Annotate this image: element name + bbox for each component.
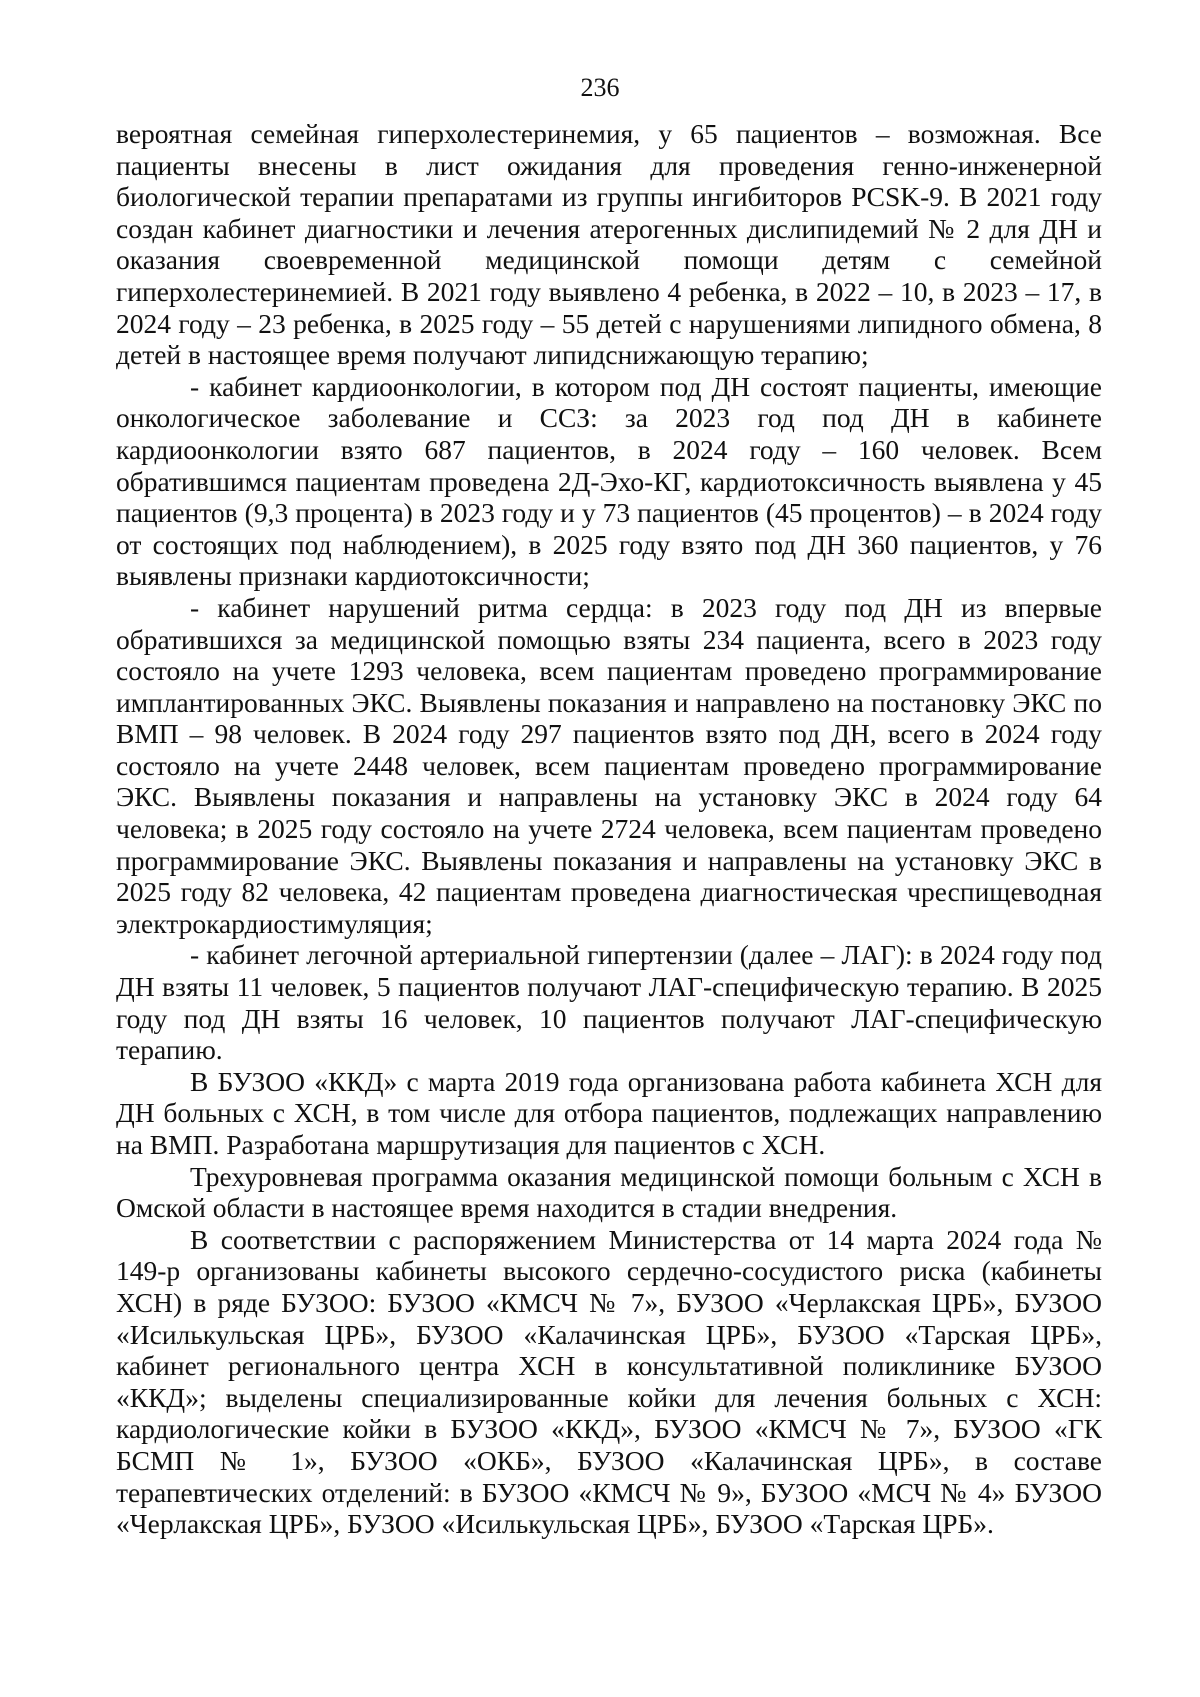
paragraph-heart-rhythm: - кабинет нарушений ритма сердца: в 2023 году под ДН из впервые обратившихся за медицинской помощью взяты 234 пациента, всего в 2023 году состояло на учете 1293 человека, всем пациентам проведено программирование имплантированных ЭКС. Выявлены показания и направлено на постановку ЭКС по ВМП – 98 человек. В 2024 году 297 пациентов взято под ДН, всего в 2024 году состояло на учете 2448 человек, всем пациентам проведено программирование ЭКС. Выявлены показания и направлены на установку ЭКС в 2024 году 64 человека; в 2025 году состояло на учете 2724 человека, всем пациентам проведено программирование ЭКС. Выявлены показания и направлены на установку ЭКС в 2025 году 82 человека, 42 пациентам проведена диагностическая чреспищеводная электрокардиостимуляция;	[116, 591, 1102, 939]
paragraph-familial-hypercholesterolemia: вероятная семейная гиперхолестеринемия, у 65 пациентов – возможная. Все пациенты внесены в лист ожидания для проведения генно-инженерной биологической терапии препаратами из группы ингибиторов PCSK-9. В 2021 году создан кабинет диагностики и лечения атерогенных дислипидемий № 2 для ДН и оказания своевременной медицинской помощи детям с семейной гиперхолестеринемией. В 2021 году выявлено 4 ребенка, в 2022 – 10, в 2023 – 17, в 2024 году – 23 ребенка, в 2025 году – 55 детей с нарушениями липидного обмена, 8 детей в настоящее время получают липидснижающую терапию;	[116, 118, 1102, 371]
paragraph-three-level-program: Трехуровневая программа оказания медицинской помощи больным с ХСН в Омской области в настоящее время находится в стадии внедрения.	[116, 1160, 1102, 1224]
paragraph-pulmonary-hypertension: - кабинет легочной артериальной гипертензии (далее – ЛАГ): в 2024 году под ДН взяты 11 человек, 5 пациентов получают ЛАГ-специфическую терапию. В 2025 году под ДН взяты 16 человек, 10 пациентов получают ЛАГ-специфическую терапию.	[116, 939, 1102, 1066]
paragraph-cardio-oncology: - кабинет кардиоонкологии, в котором под ДН состоят пациенты, имеющие онкологическое заболевание и ССЗ: за 2023 год под ДН в кабинете кардиоонкологии взято 687 пациентов, в 2024 году – 160 человек. Всем обратившимся пациентам проведена 2Д-Эхо-КГ, кардиотоксичность выявлена у 45 пациентов (9,3 процента) в 2023 году и у 73 пациентов (45 процентов) – в 2024 году от состоящих под наблюдением), в 2025 году взято под ДН 360 пациентов, у 76 выявлены признаки кардиотоксичности;	[116, 370, 1102, 592]
document-body	[116, 118, 1102, 1540]
paragraph-hsn-cabinet: В БУЗОО «ККД» с марта 2019 года организована работа кабинета ХСН для ДН больных с ХСН, в том числе для отбора пациентов, подлежащих направлению на ВМП. Разработана маршрутизация для пациентов с ХСН.	[116, 1065, 1102, 1160]
page-number: 236	[580, 73, 620, 102]
paragraph-ministry-order: В соответствии с распоряжением Министерства от 14 марта 2024 года № 149-р организованы кабинеты высокого сердечно-сосудистого риска (кабинеты ХСН) в ряде БУЗОО: БУЗОО «КМСЧ № 7», БУЗОО «Черлакская ЦРБ», БУЗОО «Исилькульская ЦРБ», БУЗОО «Калачинская ЦРБ», БУЗОО «Тарская ЦРБ», кабинет регионального центра ХСН в консультативной поликлинике БУЗОО «ККД»; выделены специализированные койки для лечения больных с ХСН: кардиологические койки в БУЗОО «ККД», БУЗОО «КМСЧ № 7», БУЗОО «ГК БСМП № 1», БУЗОО «ОКБ», БУЗОО «Калачинская ЦРБ», в составе терапевтических отделений: в БУЗОО «КМСЧ № 9», БУЗОО «МСЧ № 4» БУЗОО «Черлакская ЦРБ», БУЗОО «Исилькульская ЦРБ», БУЗОО «Тарская ЦРБ».	[116, 1223, 1102, 1540]
